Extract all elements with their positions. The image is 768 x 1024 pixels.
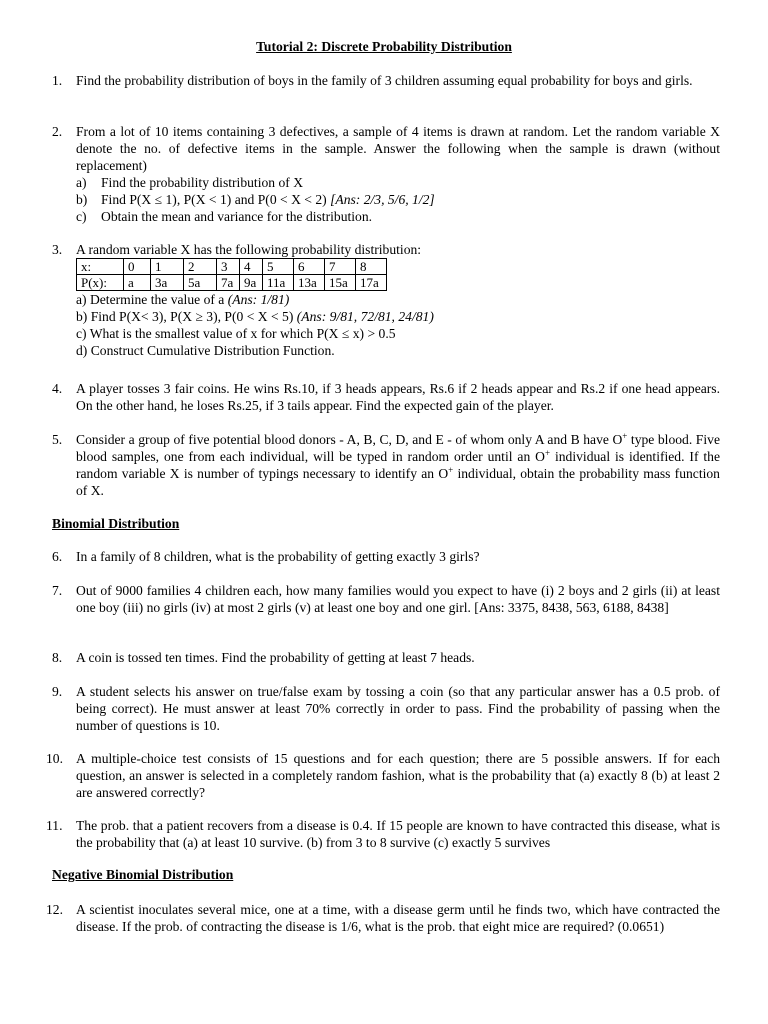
- answer: [Ans: 2/3, 5/6, 1/2]: [330, 192, 435, 207]
- table-cell: 1: [151, 259, 184, 275]
- question-number: 11.: [46, 818, 63, 833]
- table-cell: 11a: [263, 275, 294, 291]
- question-text: A player tosses 3 fair coins. He wins Rs.10, if 3 heads appears, Rs.6 if 2 heads appear and Rs.2 if one head appears. On the other hand, he loses Rs.25, if 3 tails appear. Find the expected gain of the player.: [76, 381, 720, 413]
- section-heading-negative-binomial: Negative Binomial Distribution: [52, 867, 234, 882]
- sub-question-a: a) Determine the value of a (Ans: 1/81): [76, 292, 290, 307]
- question-number: 7.: [52, 583, 63, 598]
- row-header: P(x):: [77, 275, 124, 291]
- question-3: [52, 241, 720, 359]
- sub-question-b: b) Find P(X< 3), P(X ≥ 3), P(0 < X < 5) (Ans: 9/81, 72/81, 24/81): [76, 309, 434, 324]
- question-10: [46, 750, 720, 801]
- question-number: 3.: [52, 242, 63, 257]
- table-cell: 5a: [184, 275, 217, 291]
- table-cell: 9a: [240, 275, 263, 291]
- question-text: A multiple-choice test consists of 15 questions and for each question; there are 5 possible answers. If for each question, an answer is selected in a completely random fashion, what is the probability that (a) exactly 8 (b) at least 2 are answered correctly?: [76, 751, 720, 800]
- section-heading-binomial: Binomial Distribution: [52, 516, 180, 531]
- question-text: A student selects his answer on true/false exam by tossing a coin (so that any particular answer has a 0.5 prob. of being correct). He must answer at least 70% correctly in order to pass. Find the probability of passing when the number of questions is 10.: [76, 684, 720, 733]
- question-7: [52, 582, 720, 616]
- table-cell: 8: [356, 259, 387, 275]
- question-number: 12.: [46, 902, 63, 917]
- question-text: Find the probability distribution of boys in the family of 3 children assuming equal probability for boys and girls.: [76, 73, 693, 88]
- question-text: From a lot of 10 items containing 3 defectives, a sample of 4 items is drawn at random. Let the random variable X denote the no. of defective items in the sample. Answer the following when the sample is drawn (without replacement): [76, 124, 720, 173]
- table-cell: 5: [263, 259, 294, 275]
- question-text: Out of 9000 families 4 children each, how many families would you expect to have (i) 2 boys and 2 girls (ii) at least one boy (iii) no girls (iv) at most 2 girls (v) at least one boy and one girl. [Ans: 3375, 8438, 563, 6188, 8438]: [76, 583, 720, 615]
- question-1: [52, 72, 720, 89]
- table-row: [77, 259, 387, 275]
- table-cell: 7a: [217, 275, 240, 291]
- question-number: 8.: [52, 650, 63, 665]
- question-11: [46, 817, 720, 851]
- question-number: 6.: [52, 549, 63, 564]
- answer: (Ans: 1/81): [227, 292, 290, 307]
- sub-question-c: c) What is the smallest value of x for which P(X ≤ x) > 0.5: [76, 326, 396, 341]
- question-6: [52, 548, 720, 565]
- distribution-table: [76, 258, 387, 291]
- question-8: [52, 649, 720, 666]
- question-5: [52, 431, 720, 499]
- sub-question-c: c) Obtain the mean and variance for the distribution.: [76, 209, 373, 224]
- question-2: [52, 123, 720, 225]
- table-cell: 6: [294, 259, 325, 275]
- table-cell: 2: [184, 259, 217, 275]
- question-text: A random variable X has the following probability distribution:: [76, 242, 422, 257]
- page-title: Tutorial 2: Discrete Probability Distribution: [256, 39, 512, 54]
- answer: (Ans: 9/81, 72/81, 24/81): [296, 309, 434, 324]
- table-cell: 13a: [294, 275, 325, 291]
- sub-question-d: d) Construct Cumulative Distribution Function.: [76, 343, 335, 358]
- table-cell: 3: [217, 259, 240, 275]
- row-header: x:: [77, 259, 124, 275]
- sub-question-a: a) Find the probability distribution of X: [76, 175, 304, 190]
- question-text: In a family of 8 children, what is the probability of getting exactly 3 girls?: [76, 549, 480, 564]
- question-9: [52, 683, 720, 734]
- table-cell: 7: [325, 259, 356, 275]
- question-number: 10.: [46, 751, 63, 766]
- question-number: 5.: [52, 432, 63, 447]
- question-number: 9.: [52, 684, 63, 699]
- question-text: The prob. that a patient recovers from a disease is 0.4. If 15 people are known to have contracted this disease, what is the probability that (a) at least 10 survive. (b) from 3 to 8 survive (c) exactly 5 survives: [76, 818, 720, 850]
- question-text: A coin is tossed ten times. Find the probability of getting at least 7 heads.: [76, 650, 475, 665]
- question-text: A scientist inoculates several mice, one at a time, with a disease germ until he finds two, which have contracted the disease. If the prob. of contracting the disease is 1/6, what is the prob. that eight mice are required? (0.0651): [76, 902, 720, 934]
- question-number: 4.: [52, 381, 63, 396]
- table-cell: 4: [240, 259, 263, 275]
- table-cell: 0: [124, 259, 151, 275]
- question-12: [46, 901, 720, 935]
- question-text: Consider a group of five potential blood donors - A, B, C, D, and E - of whom only A and B have O+ type blood. Five blood samples, one from each individual, will be typed in random order until an O+ individual is identified. If the random variable X is number of typings necessary to identify an O+ individual, obtain the probability mass function of X.: [76, 431, 720, 498]
- table-cell: 15a: [325, 275, 356, 291]
- table-cell: 3a: [151, 275, 184, 291]
- question-number: 2.: [52, 124, 63, 139]
- sub-question-b: b) Find P(X ≤ 1), P(X < 1) and P(0 < X < 2) [Ans: 2/3, 5/6, 1/2]: [76, 192, 435, 207]
- table-cell: 17a: [356, 275, 387, 291]
- table-row: [77, 275, 387, 291]
- question-number: 1.: [52, 73, 63, 88]
- question-4: [52, 380, 720, 414]
- table-cell: a: [124, 275, 151, 291]
